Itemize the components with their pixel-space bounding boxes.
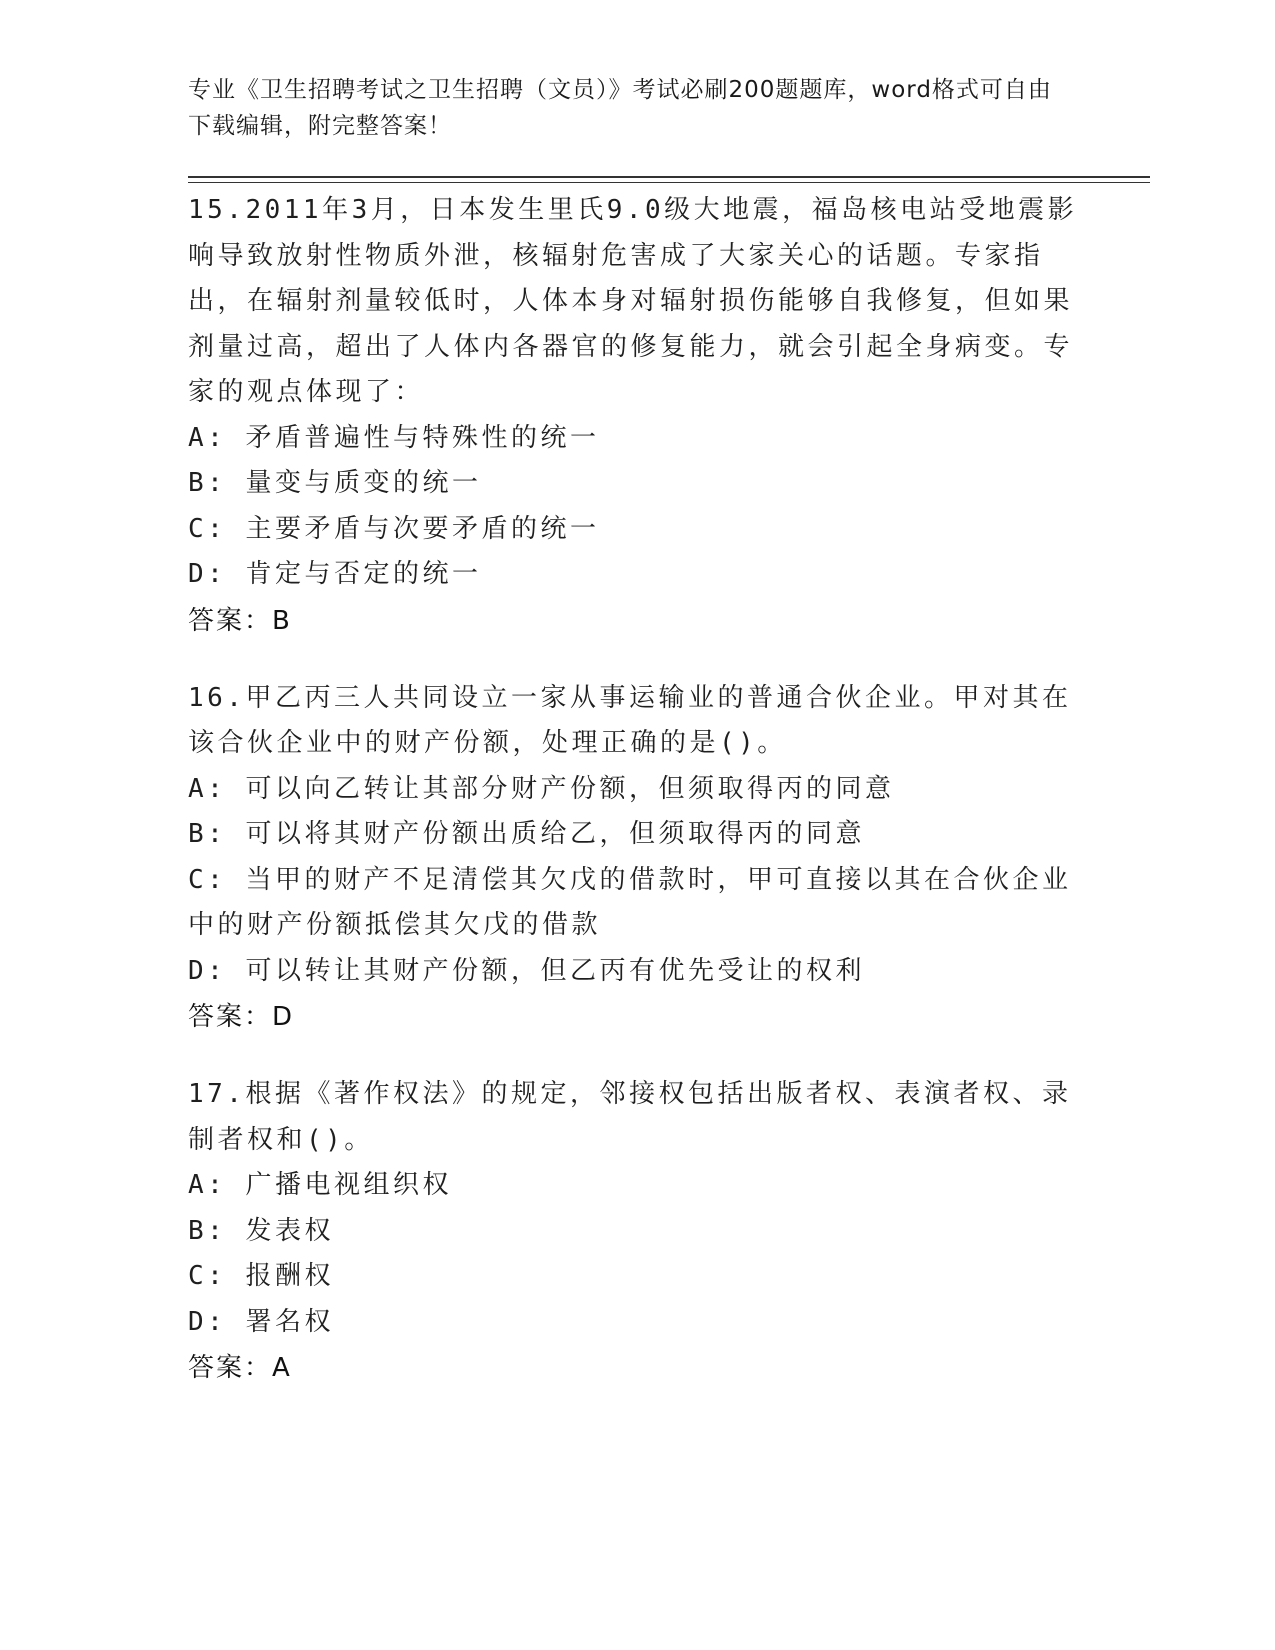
option-c: C: 主要矛盾与次要矛盾的统一	[188, 513, 600, 544]
option-a: A: 广播电视组织权	[188, 1170, 452, 1200]
option-c: C: 当甲的财产不足清偿其欠戊的借款时，甲可直接以其在合伙企业中的财产份额抵偿其欠戊的借款	[188, 864, 1072, 940]
option-c: C: 报酬权	[188, 1261, 334, 1291]
option-b: B: 可以将其财产份额出质给乙，但须取得丙的同意	[188, 819, 865, 849]
answer-value: D	[272, 1002, 293, 1032]
answer-line	[188, 598, 1088, 644]
question-15	[188, 188, 1088, 644]
question-list	[188, 188, 1088, 1423]
answer-label: 答案：	[188, 1002, 273, 1032]
question-17	[188, 1072, 1088, 1391]
option-d: D: 肯定与否定的统一	[188, 559, 482, 589]
option-d: D: 可以转让其财产份额，但乙丙有优先受让的权利	[188, 955, 865, 986]
header-rule-thick	[188, 176, 1150, 178]
question-stem: 16.甲乙丙三人共同设立一家从事运输业的普通合伙企业。甲对其在该合伙企业中的财产份额，处理正确的是()。	[188, 682, 1072, 758]
answer-line	[188, 1345, 1088, 1391]
answer-value: B	[272, 605, 290, 636]
option-a: A: 矛盾普遍性与特殊性的统一	[188, 422, 600, 453]
question-16	[188, 676, 1088, 1041]
option-b: B: 量变与质变的统一	[188, 468, 482, 498]
answer-label: 答案：	[188, 605, 273, 636]
question-stem: 15.2011年3月，日本发生里氏9.0级大地震，福岛核电站受地震影响导致放射性物质外泄，核辐射危害成了大家关心的话题。专家指出，在辐射剂量较低时，人体本身对辐射损伤能够自我修复，但如果剂量过高，超出了人体内各器官的修复能力，就会引起全身病变。专家的观点体现了：	[188, 195, 1078, 407]
option-b: B: 发表权	[188, 1215, 334, 1246]
answer-line	[188, 994, 1088, 1040]
answer-value: A	[272, 1353, 290, 1383]
document-header: 专业《卫生招聘考试之卫生招聘（文员）》考试必刷200题题库，word格式可自由下载编辑，附完整答案！	[188, 77, 1052, 139]
option-d: D: 署名权	[188, 1306, 334, 1337]
question-stem: 17.根据《著作权法》的规定，邻接权包括出版者权、表演者权、录制者权和()。	[188, 1079, 1072, 1155]
option-a: A: 可以向乙转让其部分财产份额，但须取得丙的同意	[188, 773, 895, 804]
header-rule-thin	[188, 182, 1150, 183]
answer-label: 答案：	[188, 1353, 273, 1383]
